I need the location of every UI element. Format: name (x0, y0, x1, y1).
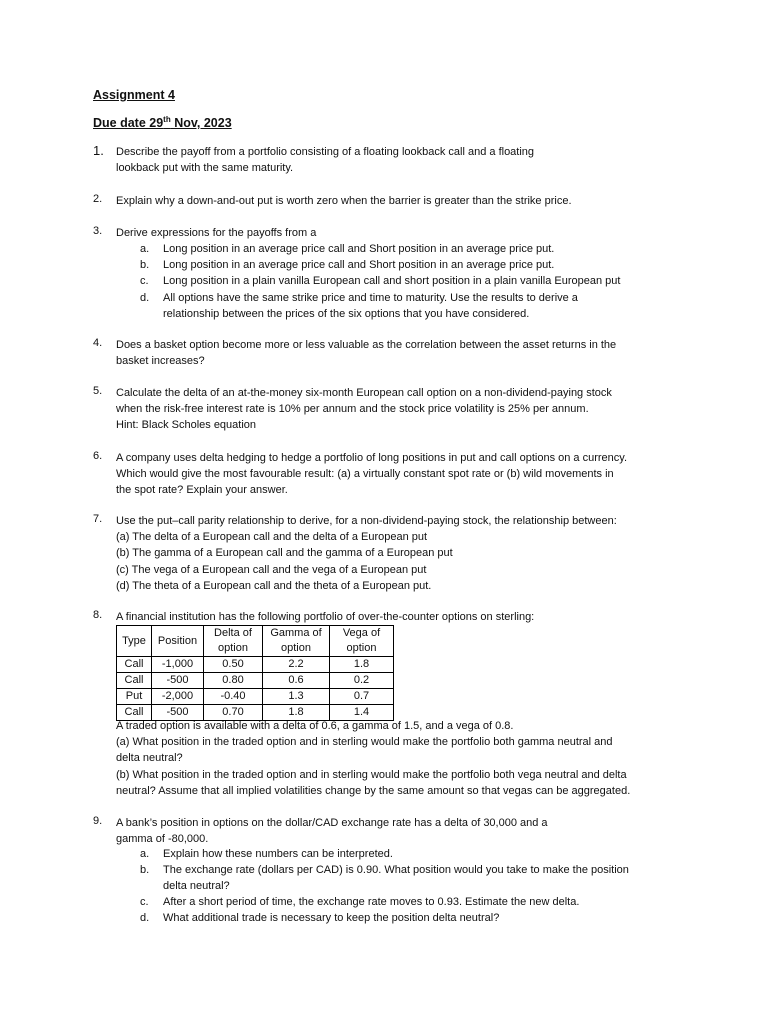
question-1-line: lookback put with the same maturity. (116, 162, 294, 175)
question-7-line: (d) The theta of a European call and the theta of a European put. (116, 579, 432, 592)
question-8-line: (b) What position in the traded option and in sterling would make the portfolio both vega neutral and delta (116, 768, 627, 781)
question-8-line: delta neutral? (116, 752, 183, 765)
cell-vega: 0.2 (330, 673, 394, 689)
question-3-line: Derive expressions for the payoffs from a (116, 227, 317, 239)
item-text (163, 290, 578, 322)
item-line: relationship between the prices of the six options that you have considered. (163, 308, 530, 321)
question-4-line: basket increases? (116, 355, 205, 368)
question-2-number: 2. (93, 193, 103, 205)
item-text: Long position in an average price call and Short position in an average price put. (163, 243, 555, 255)
cell-gamma: 0.6 (263, 673, 330, 689)
cell-delta: 0.80 (204, 673, 263, 689)
cell-gamma: 1.8 (263, 705, 330, 721)
cell-vega: 1.4 (330, 705, 394, 721)
question-4-number: 4. (93, 337, 103, 349)
cell-vega: 1.8 (330, 657, 394, 673)
item-letter: b. (140, 864, 150, 876)
table-row (117, 689, 394, 705)
item-letter: d. (140, 292, 150, 304)
question-2-text (116, 193, 572, 209)
question-9-text (116, 815, 548, 847)
cell-delta: 0.70 (204, 705, 263, 721)
table-row (117, 673, 394, 689)
due-date-suffix: Nov, 2023 (170, 116, 232, 131)
item-text: After a short period of time, the exchange rate moves to 0.93. Estimate the new delta. (163, 896, 580, 908)
item-letter: d. (140, 912, 150, 924)
table-row (117, 657, 394, 673)
cell-vega: 0.7 (330, 689, 394, 705)
header-delta: Delta of option (204, 626, 263, 657)
question-6-text (116, 450, 627, 499)
question-8-intro: A financial institution has the following portfolio of over-the-counter options on sterling: (116, 611, 535, 623)
question-5-line: Hint: Black Scholes equation (116, 419, 257, 432)
item-letter: a. (140, 243, 150, 255)
item-line: All options have the same strike price and time to maturity. Use the results to derive a (163, 292, 578, 304)
question-7-line: (c) The vega of a European call and the vega of a European put (116, 563, 427, 576)
question-7-text (116, 513, 617, 594)
due-date-superscript: th (163, 115, 171, 124)
item-text (163, 862, 629, 894)
question-6-line: the spot rate? Explain your answer. (116, 484, 288, 497)
item-letter: b. (140, 259, 150, 271)
question-6-number: 6. (93, 450, 103, 462)
question-2-line: Explain why a down-and-out put is worth zero when the barrier is greater than the strike price. (116, 195, 572, 207)
header-vega: Vega of option (330, 626, 394, 657)
question-7-line: (b) The gamma of a European call and the gamma of a European put (116, 547, 453, 560)
question-6-line: A company uses delta hedging to hedge a portfolio of long positions in put and call options on a currency. (116, 452, 628, 464)
cell-delta: -0.40 (204, 689, 263, 705)
question-1-number: 1. (93, 143, 104, 158)
question-4-text (116, 337, 616, 369)
item-line: The exchange rate (dollars per CAD) is 0.90. What position would you take to make the position (163, 864, 629, 876)
cell-gamma: 2.2 (263, 657, 330, 673)
due-date-prefix: Due date 29 (93, 116, 164, 131)
item-letter: c. (140, 275, 149, 287)
question-3-text (116, 225, 316, 241)
question-1-text (116, 144, 534, 176)
header-gamma: Gamma of option (263, 626, 330, 657)
question-9-number: 9. (93, 815, 103, 827)
cell-type: Call (117, 705, 152, 721)
question-7-number: 7. (93, 513, 103, 525)
question-9-line: gamma of -80,000. (116, 833, 209, 846)
question-5-number: 5. (93, 385, 103, 397)
cell-type: Call (117, 673, 152, 689)
cell-position: -1,000 (152, 657, 204, 673)
question-5-line: when the risk-free interest rate is 10% per annum and the stock price volatility is 25% per annum. (116, 403, 589, 416)
item-text: Explain how these numbers can be interpreted. (163, 848, 393, 860)
header-type: Type (117, 626, 152, 657)
item-text: What additional trade is necessary to keep the position delta neutral? (163, 912, 500, 924)
question-3-number: 3. (93, 225, 103, 237)
question-4-line: Does a basket option become more or less valuable as the correlation between the asset returns in the (116, 339, 617, 351)
question-8-followup (116, 718, 630, 799)
question-7-line: Use the put–call parity relationship to derive, for a non-dividend-paying stock, the relationship between: (116, 515, 617, 527)
question-8-line: A traded option is available with a delta of 0.6, a gamma of 1.5, and a vega of 0.8. (116, 720, 514, 732)
question-5-line: Calculate the delta of an at-the-money six-month European call option on a non-dividend-paying stock (116, 387, 612, 399)
assignment-title: Assignment 4 (93, 88, 175, 102)
header-position: Position (152, 626, 204, 657)
item-line: delta neutral? (163, 880, 230, 893)
item-letter: c. (140, 896, 149, 908)
options-portfolio-table (116, 625, 394, 721)
question-8-line: (a) What position in the traded option and in sterling would make the portfolio both gamma neutral and (116, 736, 613, 749)
item-letter: a. (140, 848, 150, 860)
cell-type: Call (117, 657, 152, 673)
table-header-row (117, 626, 394, 657)
question-5-text (116, 385, 612, 434)
question-6-line: Which would give the most favourable result: (a) a virtually constant spot rate or (b) wild movements in (116, 468, 614, 481)
question-7-line: (a) The delta of a European call and the delta of a European put (116, 531, 428, 544)
cell-delta: 0.50 (204, 657, 263, 673)
item-text: Long position in a plain vanilla European call and short position in a plain vanilla European put (163, 275, 621, 287)
cell-gamma: 1.3 (263, 689, 330, 705)
cell-position: -500 (152, 705, 204, 721)
due-date (93, 115, 232, 130)
cell-type: Put (117, 689, 152, 705)
question-8-number: 8. (93, 609, 103, 621)
question-8-line: neutral? Assume that all implied volatilities change by the same amount so that vegas can be aggregated. (116, 784, 631, 797)
cell-position: -500 (152, 673, 204, 689)
question-1-line: Describe the payoff from a portfolio consisting of a floating lookback call and a floating (116, 146, 535, 158)
question-9-line: A bank’s position in options on the dollar/CAD exchange rate has a delta of 30,000 and a (116, 817, 548, 829)
item-text: Long position in an average price call and Short position in an average price put. (163, 259, 555, 271)
cell-position: -2,000 (152, 689, 204, 705)
